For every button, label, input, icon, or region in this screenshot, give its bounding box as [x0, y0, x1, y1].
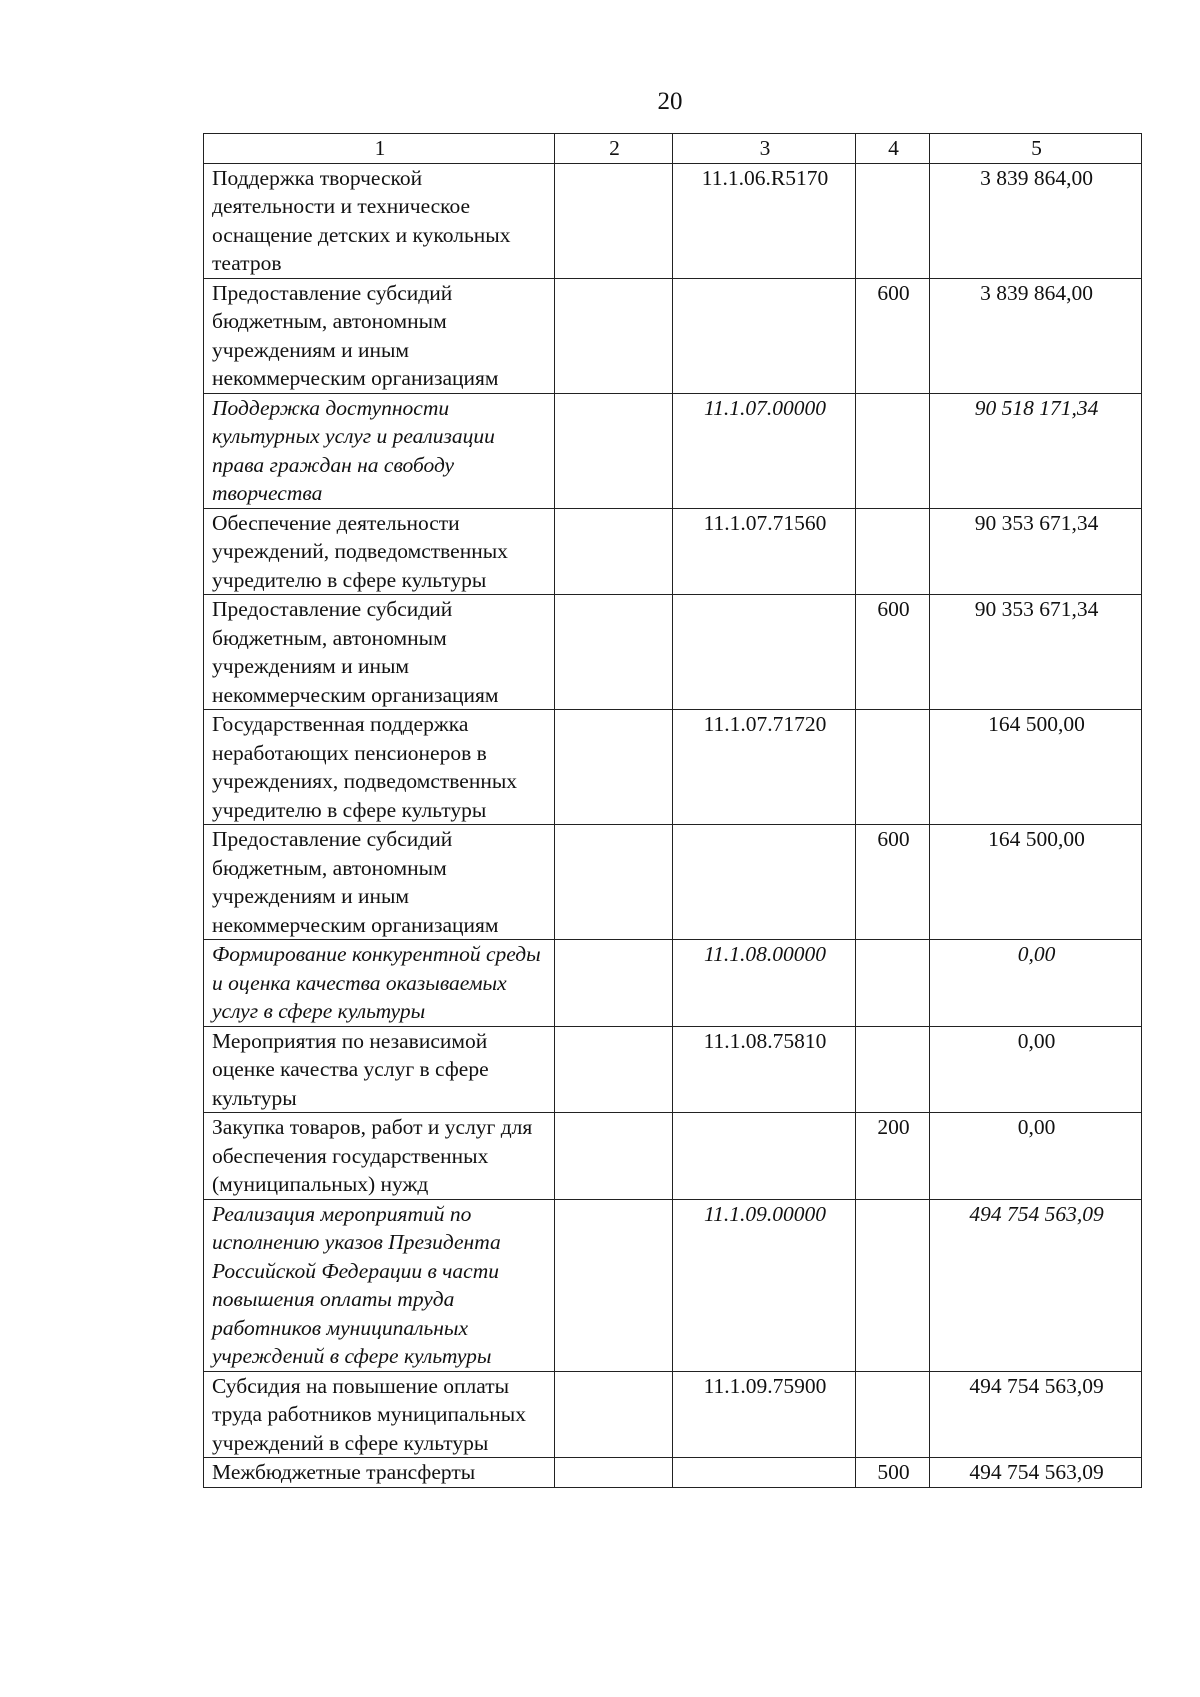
row-col2-cell [555, 940, 673, 1027]
table-row [204, 1458, 1142, 1488]
table-row [204, 710, 1142, 825]
row-code-cell: 11.1.07.71720 [673, 710, 856, 825]
table-row [204, 595, 1142, 710]
column-header-3: 3 [673, 134, 856, 164]
row-type-cell [856, 393, 930, 508]
table-row [204, 1026, 1142, 1113]
row-amount-cell: 90 353 671,34 [930, 595, 1142, 710]
table-header-row [204, 134, 1142, 164]
row-amount-cell: 494 754 563,09 [930, 1371, 1142, 1458]
row-name-cell: Государственная поддержка неработающих пенсионеров в учреждениях, подведомственных учредителю в сфере культуры [204, 710, 555, 825]
row-type-cell: 600 [856, 278, 930, 393]
row-name-cell: Предоставление субсидий бюджетным, автономным учреждениям и иным некоммерческим организациям [204, 595, 555, 710]
row-col2-cell [555, 508, 673, 595]
row-type-cell [856, 710, 930, 825]
row-col2-cell [555, 825, 673, 940]
row-type-cell [856, 1199, 930, 1371]
row-col2-cell [555, 1026, 673, 1113]
table-row [204, 940, 1142, 1027]
row-name-cell: Предоставление субсидий бюджетным, автономным учреждениям и иным некоммерческим организациям [204, 825, 555, 940]
row-amount-cell: 164 500,00 [930, 825, 1142, 940]
page-number: 20 [657, 88, 683, 115]
row-name-cell: Формирование конкурентной среды и оценка качества оказываемых услуг в сфере культуры [204, 940, 555, 1027]
row-amount-cell: 3 839 864,00 [930, 163, 1142, 278]
row-type-cell [856, 508, 930, 595]
row-amount-cell: 0,00 [930, 940, 1142, 1027]
table-row [204, 508, 1142, 595]
row-col2-cell [555, 595, 673, 710]
table-body [204, 163, 1142, 1487]
row-amount-cell: 0,00 [930, 1026, 1142, 1113]
table-row [204, 825, 1142, 940]
budget-table [203, 133, 1142, 1488]
row-col2-cell [555, 278, 673, 393]
row-name-cell: Межбюджетные трансферты [204, 1458, 555, 1488]
row-code-cell: 11.1.07.00000 [673, 393, 856, 508]
row-code-cell: 11.1.09.00000 [673, 1199, 856, 1371]
row-code-cell [673, 1458, 856, 1488]
row-amount-cell: 0,00 [930, 1113, 1142, 1200]
table-row [204, 393, 1142, 508]
row-type-cell: 200 [856, 1113, 930, 1200]
row-type-cell: 500 [856, 1458, 930, 1488]
row-type-cell [856, 1371, 930, 1458]
row-code-cell: 11.1.08.00000 [673, 940, 856, 1027]
row-type-cell: 600 [856, 595, 930, 710]
row-name-cell: Предоставление субсидий бюджетным, автономным учреждениям и иным некоммерческим организациям [204, 278, 555, 393]
row-name-cell: Субсидия на повышение оплаты труда работников муниципальных учреждений в сфере культуры [204, 1371, 555, 1458]
column-header-5: 5 [930, 134, 1142, 164]
row-type-cell [856, 1026, 930, 1113]
table-row [204, 1199, 1142, 1371]
row-amount-cell: 90 353 671,34 [930, 508, 1142, 595]
row-name-cell: Закупка товаров, работ и услуг для обеспечения государственных (муниципальных) нужд [204, 1113, 555, 1200]
row-col2-cell [555, 1458, 673, 1488]
row-name-cell: Обеспечение деятельности учреждений, подведомственных учредителю в сфере культуры [204, 508, 555, 595]
column-header-1: 1 [204, 134, 555, 164]
row-amount-cell: 90 518 171,34 [930, 393, 1142, 508]
row-col2-cell [555, 1371, 673, 1458]
row-code-cell [673, 825, 856, 940]
row-code-cell [673, 1113, 856, 1200]
row-code-cell: 11.1.09.75900 [673, 1371, 856, 1458]
row-col2-cell [555, 710, 673, 825]
table-row [204, 278, 1142, 393]
table-row [204, 1371, 1142, 1458]
column-header-4: 4 [856, 134, 930, 164]
table-row [204, 1113, 1142, 1200]
row-code-cell: 11.1.07.71560 [673, 508, 856, 595]
row-code-cell [673, 595, 856, 710]
row-col2-cell [555, 1113, 673, 1200]
row-amount-cell: 494 754 563,09 [930, 1458, 1142, 1488]
row-code-cell: 11.1.08.75810 [673, 1026, 856, 1113]
column-header-2: 2 [555, 134, 673, 164]
row-type-cell [856, 163, 930, 278]
row-amount-cell: 494 754 563,09 [930, 1199, 1142, 1371]
row-code-cell: 11.1.06.R5170 [673, 163, 856, 278]
row-name-cell: Поддержка доступности культурных услуг и реализации права граждан на свободу творчества [204, 393, 555, 508]
table-row [204, 163, 1142, 278]
row-name-cell: Реализация мероприятий по исполнению указов Президента Российской Федерации в части повышения оплаты труда работников муниципальных учреждений в сфере культуры [204, 1199, 555, 1371]
row-name-cell: Поддержка творческой деятельности и техническое оснащение детских и кукольных театров [204, 163, 555, 278]
row-col2-cell [555, 393, 673, 508]
row-code-cell [673, 278, 856, 393]
row-name-cell: Мероприятия по независимой оценке качества услуг в сфере культуры [204, 1026, 555, 1113]
row-type-cell [856, 940, 930, 1027]
row-type-cell: 600 [856, 825, 930, 940]
row-col2-cell [555, 1199, 673, 1371]
row-amount-cell: 164 500,00 [930, 710, 1142, 825]
row-amount-cell: 3 839 864,00 [930, 278, 1142, 393]
row-col2-cell [555, 163, 673, 278]
